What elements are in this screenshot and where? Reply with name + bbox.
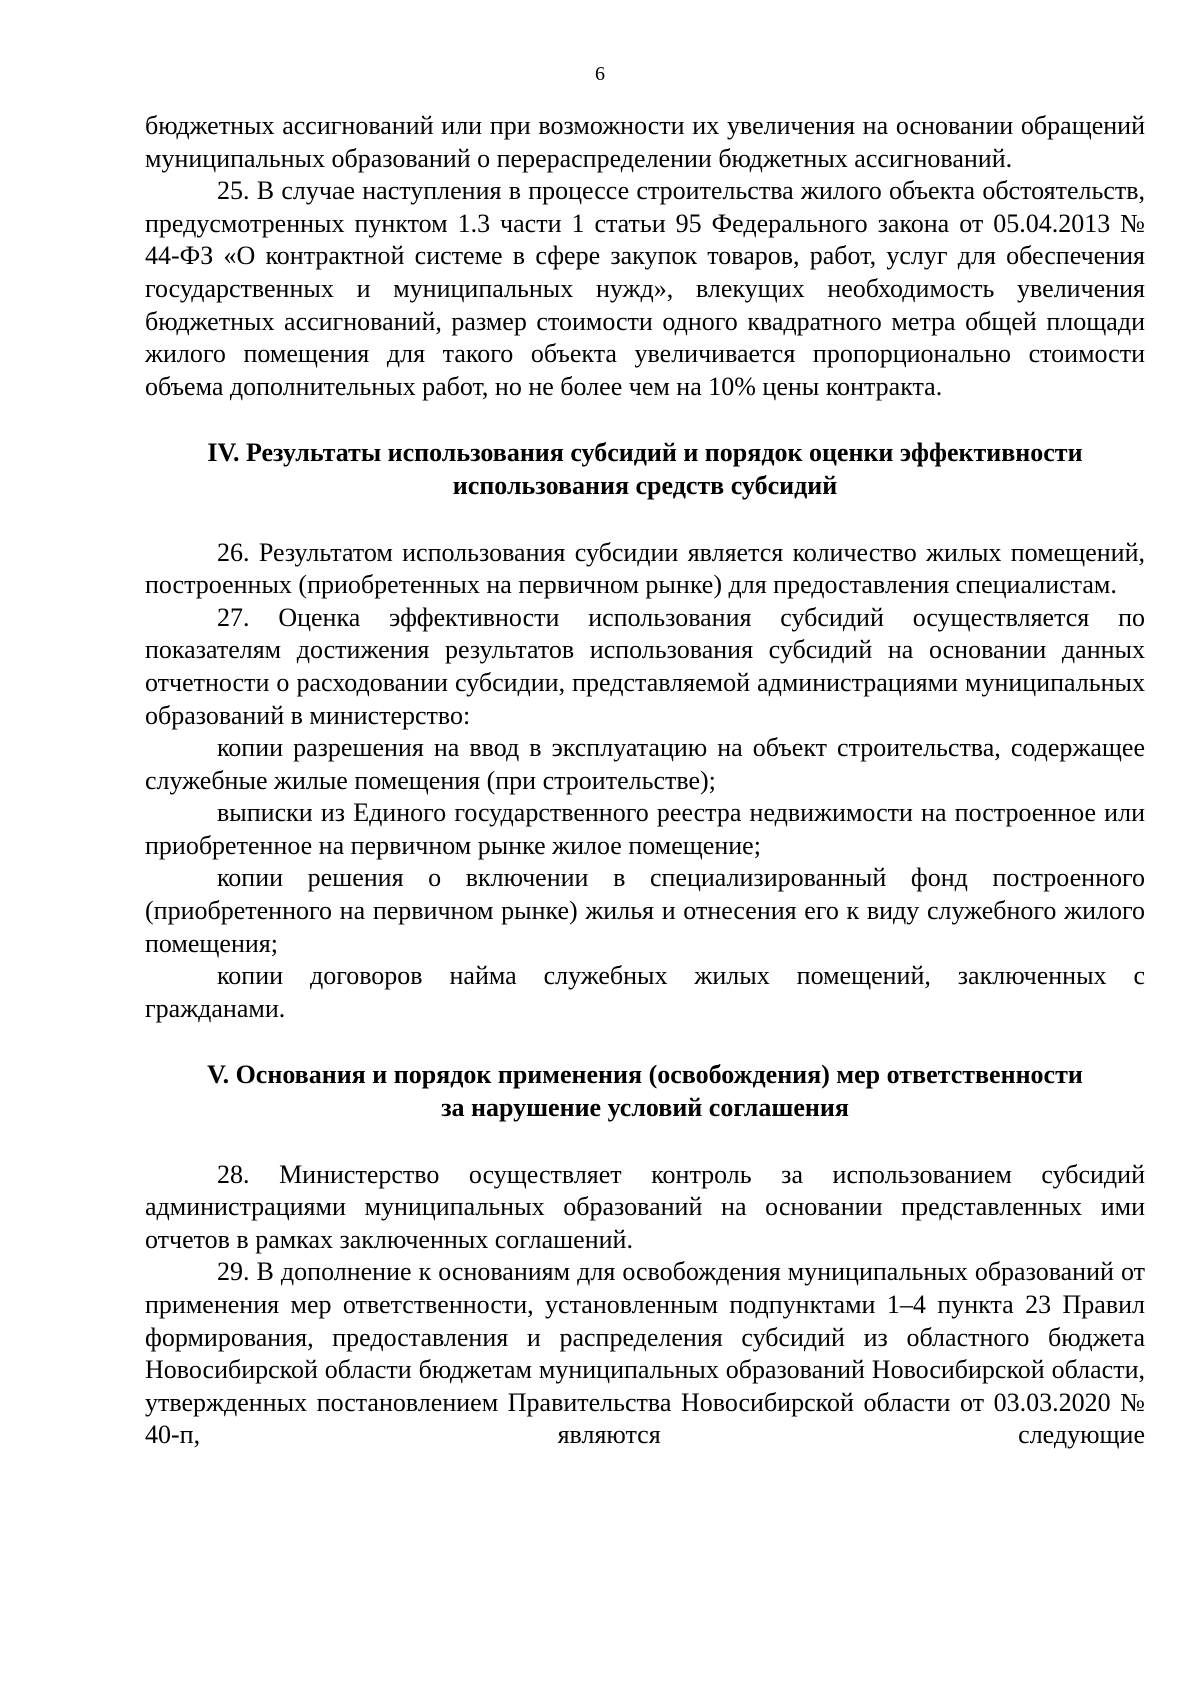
- list-item-decision-copies: копии решения о включении в специализированный фонд построенного (приобретенного на первичном рынке) жилья и отнесения его к виду служебного жилого помещения;: [145, 863, 1145, 958]
- page-number: 6: [595, 63, 605, 85]
- section-4-heading-line-2: использования средств субсидий: [452, 470, 838, 500]
- paragraph-27: 27. Оценка эффективности использования субсидий осуществляется по показателям достижения результатов использования субсидий на основании данных отчетности о расходовании субсидии, представляемой администрациями муниципальных образований в министерство:: [145, 602, 1145, 730]
- paragraph-28: 28. Министерство осуществляет контроль за использованием субсидий администрациями муниципальных образований на основании представленных ими отчетов в рамках заключенных соглашений.: [145, 1159, 1145, 1254]
- document-body: [145, 110, 1145, 1452]
- paragraph-26: 26. Результатом использования субсидии является количество жилых помещений, построенных (приобретенных на первичном рынке) для предоставления специалистам.: [145, 537, 1145, 600]
- paragraph-continuation: бюджетных ассигнований или при возможности их увеличения на основании обращений муниципальных образований о перераспределении бюджетных ассигнований.: [145, 111, 1145, 173]
- section-5-heading-line-1: V. Основания и порядок применения (освобождения) мер ответственности: [207, 1060, 1083, 1090]
- list-item-registry-extracts: выписки из Единого государственного реестра недвижимости на построенное или приобретенное на первичном рынке жилое помещение;: [145, 798, 1145, 860]
- section-4-heading-line-1: IV. Результаты использования субсидий и порядок оценки эффективности: [207, 438, 1083, 468]
- paragraph-29: 29. В дополнение к основаниям для освобождения муниципальных образований от применения мер ответственности, установленным подпунктами 1–4 пункта 23 Правил формирования, предоставления и распределения субсидий из областного бюджета Новосибирской области бюджетам муниципальных образований Новосибирской области, утвержденных постановлением Правительства Новосибирской области от 03.03.2020 № 40-п, являются следующие: [145, 1257, 1145, 1450]
- list-item-permit-copies: копии разрешения на ввод в эксплуатацию на объект строительства, содержащее служебные жилые помещения (при строительстве);: [145, 733, 1145, 795]
- section-5-heading: [145, 1059, 1145, 1124]
- list-item-lease-copies: копии договоров найма служебных жилых помещений, заключенных с гражданами.: [145, 961, 1145, 1023]
- paragraph-25: 25. В случае наступления в процессе строительства жилого объекта обстоятельств, предусмотренных пунктом 1.3 части 1 статьи 95 Федерального закона от 05.04.2013 № 44-ФЗ «О контрактной системе в сфере закупок товаров, работ, услуг для обеспечения государственных и муниципальных нужд», влекущих необходимость увеличения бюджетных ассигнований, размер стоимости одного квадратного метра общей площади жилого помещения для такого объекта увеличивается пропорционально стоимости объема дополнительных работ, но не более чем на 10% цены контракта.: [145, 176, 1145, 401]
- section-5-heading-line-2: за нарушение условий соглашения: [441, 1093, 849, 1123]
- section-4-heading: [145, 437, 1145, 502]
